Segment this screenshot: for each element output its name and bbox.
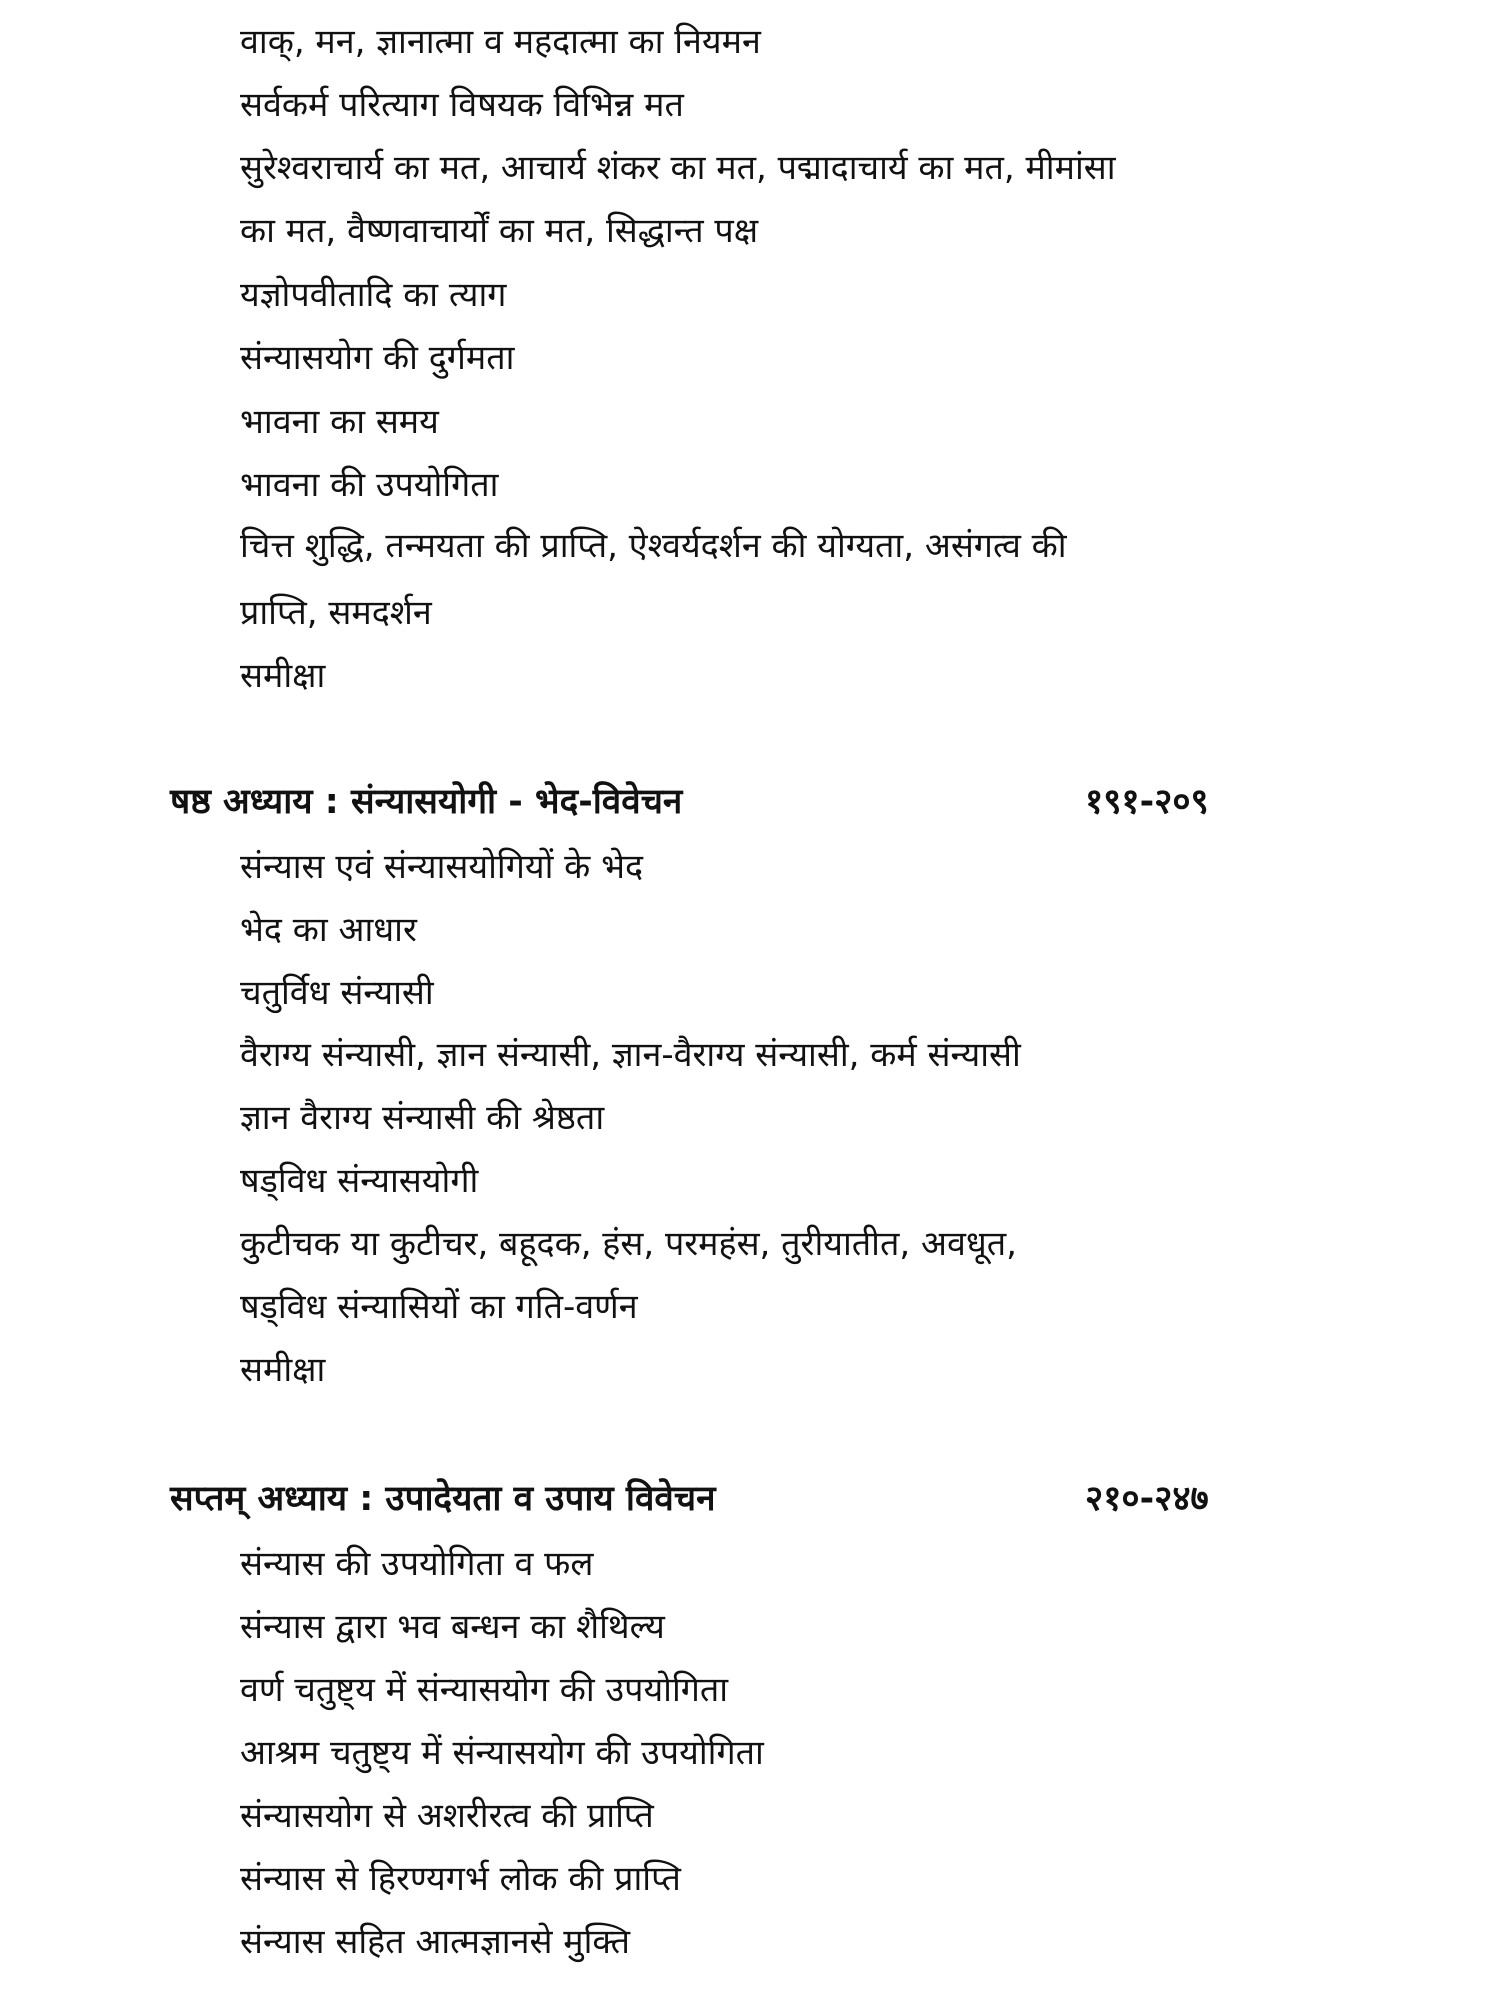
toc-item: संन्यास सहित आत्मज्ञानसे मुक्ति bbox=[240, 1922, 631, 1962]
toc-item: समीक्षा bbox=[240, 1350, 326, 1390]
toc-item: भावना का समय bbox=[240, 402, 439, 442]
toc-item: संन्यास एवं संन्यासयोगियों के भेद bbox=[240, 847, 644, 887]
chapter-heading: षष्ठ अध्याय : संन्यासयोगी - भेद-विवेचन bbox=[170, 782, 683, 822]
toc-item: संन्यासयोग की दुर्गमता bbox=[240, 338, 515, 378]
toc-item: भावना की उपयोगिता bbox=[240, 465, 499, 505]
toc-item: सुरेश्वराचार्य का मत, आचार्य शंकर का मत, पद्मादाचार्य का मत, मीमांसा bbox=[240, 148, 1116, 188]
toc-item: चतुर्विध संन्यासी bbox=[240, 973, 434, 1013]
toc-item: भेद का आधार bbox=[240, 910, 417, 950]
toc-item: कुटीचक या कुटीचर, बहूदक, हंस, परमहंस, तुरीयातीत, अवधूत, bbox=[240, 1224, 1017, 1264]
toc-item: वैराग्य संन्यासी, ज्ञान संन्यासी, ज्ञान-वैराग्य संन्यासी, कर्म संन्यासी bbox=[240, 1035, 1021, 1075]
toc-item: षड्विध संन्यासियों का गति-वर्णन bbox=[240, 1287, 638, 1327]
toc-item: प्राप्ति, समदर्शन bbox=[240, 593, 432, 633]
toc-item: यज्ञोपवीतादि का त्याग bbox=[240, 275, 507, 315]
toc-item: संन्यास द्वारा भव बन्धन का शैथिल्य bbox=[240, 1607, 665, 1647]
toc-item: षड्विध संन्यासयोगी bbox=[240, 1161, 479, 1201]
toc-item: संन्यासयोग से अशरीरत्व की प्राप्ति bbox=[240, 1796, 654, 1836]
toc-item: चित्त शुद्धि, तन्मयता की प्राप्ति, ऐश्वर्यदर्शन की योग्यता, असंगत्व की bbox=[240, 526, 1067, 566]
chapter-heading: सप्तम् अध्याय : उपादेयता व उपाय विवेचन bbox=[170, 1479, 716, 1519]
toc-item: सर्वकर्म परित्याग विषयक विभिन्न मत bbox=[240, 85, 684, 125]
toc-item: आश्रम चतुष्ट्य में संन्यासयोग की उपयोगिता bbox=[240, 1733, 764, 1773]
toc-item: वर्ण चतुष्ट्य में संन्यासयोग की उपयोगिता bbox=[240, 1670, 729, 1710]
toc-item: वाक्, मन, ज्ञानात्मा व महदात्मा का नियमन bbox=[240, 22, 761, 62]
toc-item: समीक्षा bbox=[240, 656, 326, 696]
toc-item: संन्यास की उपयोगिता व फल bbox=[240, 1544, 594, 1584]
chapter-page-range: २१०-२४७ bbox=[1085, 1479, 1209, 1519]
toc-item: संन्यास से हिरण्यगर्भ लोक की प्राप्ति bbox=[240, 1859, 681, 1899]
toc-item: ज्ञान वैराग्य संन्यासी की श्रेष्ठता bbox=[240, 1098, 605, 1138]
toc-item: का मत, वैष्णवाचार्यों का मत, सिद्धान्त पक्ष bbox=[240, 211, 759, 251]
chapter-page-range: १९१-२०९ bbox=[1085, 782, 1209, 822]
